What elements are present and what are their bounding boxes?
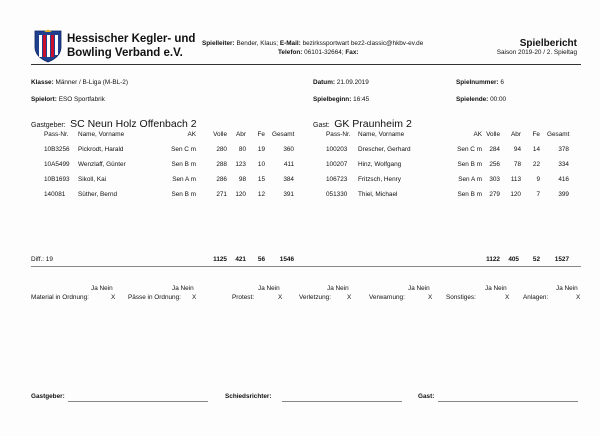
table-header-cell: Abr [511,131,521,138]
table-cell: 14 [532,146,540,153]
sig-schiedsrichter-label: Schiedsrichter: [225,393,272,400]
spielort-field [31,96,105,103]
totals-divider [31,266,581,267]
table-cell: 100207 [326,161,348,168]
ja-nein-header: Ja Nein [408,285,430,292]
table-cell: 384 [283,176,294,183]
spielende-label: Spielende: [456,96,489,103]
table-header-cell: Name, Vorname [78,131,125,138]
check-mark: X [278,294,283,301]
table-header-cell: Fe [257,131,265,138]
table-cell: 303 [489,176,500,183]
table-header-cell: Gesamt [547,131,570,138]
ja-nein-header: Ja Nein [172,285,194,292]
table-cell: Sen B m [457,161,482,168]
klasse-label: Klasse: [31,79,54,86]
table-cell: Wenzlaff, Günter [78,161,126,168]
check-label: Material in Ordnung: [31,294,89,301]
check-mark: X [576,294,581,301]
spielleiter-label: Spielleiter: [202,40,235,47]
table-cell: Pickrodt, Harald [78,146,124,153]
ja-nein-header: Ja Nein [258,285,280,292]
table-cell: 286 [216,176,227,183]
sig-gastgeber-label: Gastgeber: [31,393,65,400]
table-header-cell: Abr [236,131,246,138]
table-cell: Sen C m [171,146,196,153]
table-cell: 15 [257,176,265,183]
datum-label: Datum: [313,79,336,86]
telefon-label: Telefon: [278,49,303,56]
home-total-gesamt: 1546 [279,256,294,263]
guest-total-volle: 1122 [486,256,500,263]
guest-total-fe: 52 [532,256,540,263]
datum-value: 21.09.2019 [336,79,369,86]
guest-total-abr: 405 [508,256,519,263]
table-header-cell: Pass-Nr. [44,131,69,138]
ja-nein-header: Ja Nein [327,285,349,292]
guest-total-gesamt: 1527 [554,256,569,263]
table-header-cell: Volle [213,131,227,138]
table-cell: 280 [216,146,227,153]
table-cell: 120 [510,191,521,198]
hessen-coat-of-arms-icon [33,29,63,63]
ja-nein-header: Ja Nein [556,285,578,292]
table-cell: Sen B m [171,191,196,198]
table-cell: Sikoll, Kai [78,176,107,183]
contact-line2 [278,49,359,56]
table-header-cell: Pass-Nr. [326,131,351,138]
table-cell: 80 [238,146,246,153]
sig-gast-line [438,401,578,402]
table-cell: 140081 [44,191,66,198]
spielende-value: 00:00 [490,96,507,103]
check-label: Verletzung: [299,294,331,301]
home-team-name: SC Neun Holz Offenbach 2 [70,118,197,130]
guest-team-name: GK Praunheim 2 [334,118,412,130]
contact-line1 [202,40,423,47]
check-mark: X [111,294,116,301]
check-mark: X [347,294,352,301]
table-header-cell: Volle [486,131,500,138]
table-header-cell: Name, Vorname [358,131,405,138]
spielnummer-value: 6 [500,79,504,86]
header-divider [31,64,581,65]
spielleiter-value: Bender, Klaus; [236,40,279,47]
ja-nein-header: Ja Nein [485,285,507,292]
check-mark: X [428,294,433,301]
home-label: Gastgeber: [31,122,66,129]
diff-text: Diff.: 19 [31,256,53,263]
table-header-cell: AK [187,131,196,138]
table-cell: 334 [558,161,569,168]
home-total-abr: 421 [235,256,246,263]
check-label: Sonstiges: [446,294,476,301]
table-cell: Sen A m [458,176,482,183]
datum-field [313,79,369,86]
table-cell: 100203 [326,146,348,153]
email-label: E-Mail: [279,40,301,47]
org-name-line1: Hessischer Kegler- und [67,33,196,45]
table-cell: 94 [513,146,521,153]
table-cell: 7 [536,191,540,198]
table-cell: 288 [216,161,227,168]
check-label: Protest: [232,294,255,301]
guest-team-header [313,114,412,132]
table-cell: Sen C m [457,146,482,153]
spielort-label: Spielort: [31,96,57,103]
telefon-value: 06101-32664; [304,49,344,56]
table-cell: Süther, Bernd [78,191,118,198]
table-cell: 399 [558,191,569,198]
spielnummer-field [456,79,504,86]
table-cell: Sen B m [171,161,196,168]
home-total-volle: 1125 [213,256,227,263]
table-cell: 360 [283,146,294,153]
table-cell: 10 [257,161,265,168]
email-value: bezirkssportwart bez2-classic@hkbv-ev.de [302,40,424,47]
check-label: Anlagen: [523,294,549,301]
table-cell: Drescher, Gerhard [358,146,411,153]
table-cell: 391 [283,191,294,198]
table-cell: 271 [216,191,227,198]
sig-gast-label: Gast: [418,393,435,400]
spielbeginn-label: Spielbeginn: [313,96,352,103]
table-cell: 10B3256 [44,146,70,153]
table-cell: 98 [238,176,246,183]
table-cell: 12 [257,191,265,198]
table-cell: 051330 [326,191,348,198]
table-cell: Hinz, Wolfgang [358,161,402,168]
table-cell: 378 [558,146,569,153]
table-cell: 10B1693 [44,176,70,183]
table-cell: 284 [489,146,500,153]
spielbeginn-value: 16:45 [353,96,370,103]
table-cell: Sen A m [172,176,196,183]
table-cell: 22 [532,161,540,168]
table-header-cell: AK [473,131,482,138]
org-name-line2: Bowling Verband e.V. [67,47,183,59]
spielort-value: ESO Sportfabrik [58,96,105,103]
table-cell: 123 [235,161,246,168]
spielbeginn-field [313,96,369,103]
table-cell: 9 [536,176,540,183]
guest-label: Gast: [313,122,330,129]
table-cell: 106723 [326,176,348,183]
report-title: Spielbericht [519,38,577,49]
table-cell: 279 [489,191,500,198]
home-team-header [31,114,197,132]
spielnummer-label: Spielnummer: [456,79,499,86]
spielende-field [456,96,506,103]
table-cell: 256 [489,161,500,168]
table-cell: 78 [513,161,521,168]
klasse-value: Männer / B-Liga (M-BL-2) [55,79,128,86]
check-mark: X [192,294,197,301]
table-cell: 10A5499 [44,161,70,168]
ja-nein-header: Ja Nein [91,285,113,292]
sig-schiedsrichter-line [282,401,402,402]
home-total-fe: 56 [257,256,265,263]
table-cell: Thiel, Michael [358,191,398,198]
table-cell: 416 [558,176,569,183]
table-cell: 411 [283,161,294,168]
table-cell: 19 [257,146,265,153]
check-mark: X [505,294,510,301]
table-header-cell: Gesamt [272,131,295,138]
klasse-field [31,79,128,86]
table-cell: 113 [510,176,521,183]
check-label: Verwarnung: [369,294,405,301]
sig-gastgeber-line [68,401,208,402]
table-header-cell: Fe [532,131,540,138]
fax-label: Fax: [345,49,359,56]
table-cell: Sen B m [457,191,482,198]
season-text: Saison 2019-20 / 2. Spieltag [496,49,577,56]
table-cell: Fritzsch, Henry [358,176,401,183]
table-cell: 120 [235,191,246,198]
check-label: Pässe in Ordnung: [128,294,181,301]
